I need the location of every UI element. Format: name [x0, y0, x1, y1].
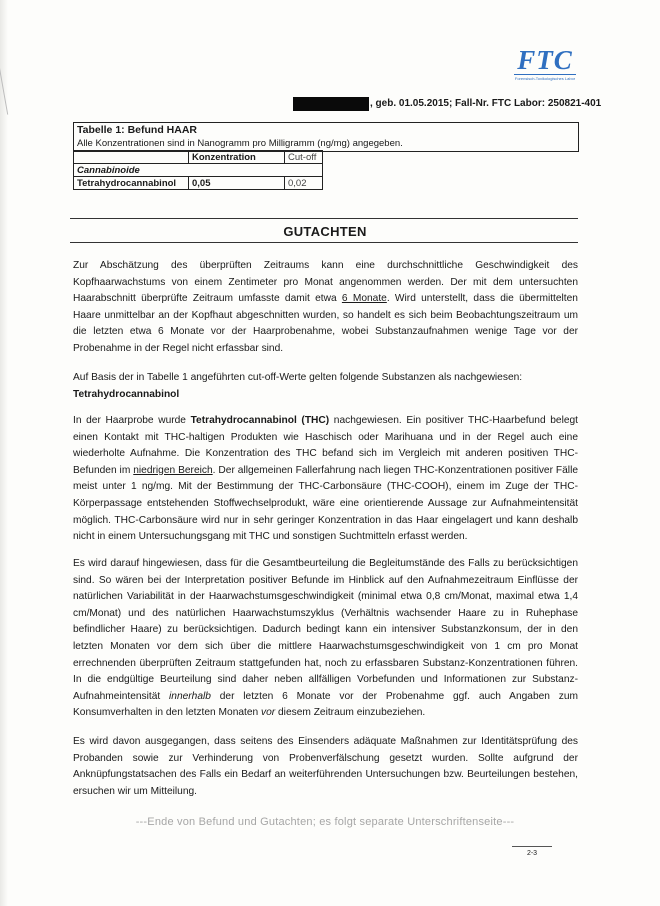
- column-header-cutoff: Cut-off: [285, 151, 323, 164]
- section-title: GUTACHTEN: [283, 224, 367, 239]
- page-number: 2-3: [512, 846, 552, 857]
- redacted-name: [293, 97, 369, 111]
- text: . Wird unterstellt, dass die übermittelten Haare unmittelbar an der Kopfhaut abgeschnitten wurden, so handelt es sich beim Beobachtungszeitraum um die letzten etwa 6 Monate vor der Haarprobenahme, wobei Substanzaufnahmen wenige Tage vor der Probenahme in der Regel nicht erfassbar sind.: [73, 293, 578, 354]
- logo-subtitle: Forensisch-Toxikologisches Labor: [514, 76, 576, 81]
- ftc-logo: [514, 46, 576, 81]
- result-table-header: [73, 122, 579, 152]
- paragraph-time-window: [73, 258, 578, 358]
- paragraph-thc-finding: [73, 413, 578, 546]
- text: Es wird darauf hingewiesen, dass für die Gesamtbeurteilung die Begleitumstände des Falls zu berücksichtigen sind. So wären bei der Interpretation positiver Befunde im Hinblick auf den Aufnahmezeitraum Einflüsse der natürlichen Variabilität in der Haarwachstumsgeschwindigkeit (minimal etwa 0,8 cm/Monat, maximal etwa 1,4 cm/Monat) und des natürlichen Haarwachstumszyklus (Verhältnis wachsender Haare zu in Ruhephase befindlicher Haare) zu berücksichtigen. Dadurch bedingt kann ein intensiver Substanzkonsum, der in den letzten Monaten vor dem sich über die mittlere Haarwachstumsgeschwindigkeit von 1 cm pro Monat errechnenden überprüften Zeitraum stattgefunden hat, noch zu erfassbaren Substanz-Konzentrationen führen. In die endgültige Beurteilung sind daher neben allfälligen Vorbefunden und Informationen zur Substanz-Aufnahmeintensität: [73, 558, 578, 702]
- paragraph-detected-substances: [73, 370, 578, 403]
- divider-top: [70, 218, 578, 219]
- detected-substance: Tetrahydrocannabinol: [73, 388, 180, 400]
- text: diesem Zeitraum einzubeziehen.: [275, 707, 426, 719]
- text: . Der allgemeinen Fallerfahrung nach liegen THC-Konzentrationen positiver Fälle meist unter 1 ng/mg. Mit der Bestimmung der THC-Carbonsäure (THC-COOH), einem im Zuge der THC-Körperpassage entstehenden Stoffwechselprodukt, wäre eine orientierende Aussage zur Aufnahmeintensität möglich. THC-Carbonsäure wird nur in sehr geringer Konzentration in das Haar eingelagert und kann deshalb nicht in einem Untersuchungsgang mit THC und sonstigen Suchtmitteln erfasst werden.: [73, 464, 578, 543]
- underlined-text: 6 Monate: [341, 293, 387, 305]
- result-table: [73, 150, 323, 190]
- bold-text: Tetrahydrocannabinol (THC): [190, 415, 330, 426]
- substance-cell: Tetrahydrocannabinol: [74, 177, 189, 190]
- italic-text: innerhalb: [169, 690, 211, 702]
- patient-case-line: , geb. 01.05.2015; Fall-Nr. FTC Labor: 250821-401: [370, 98, 602, 109]
- underlined-text: niedrigen Bereich: [133, 464, 213, 476]
- text: nachgewiesen. Ein positiver THC-Haarbefund belegt einen Kontakt mit THC-haltigen Produkten wie Haschisch oder Marihuana und in der Regel auch eine wiederholte Aufnahme. Die Konzentration des THC befand sich im Vergleich mit anderen positiven THC-Befunden im: [73, 415, 579, 476]
- table-header-row: [74, 151, 323, 164]
- scan-edge: [0, 0, 8, 906]
- paragraph-identity: Es wird davon ausgegangen, dass seitens des Einsenders adäquate Maßnahmen zur Identitätsprüfung des Probanden sowie zur Verhinderung von Probenverfälschung gesetzt wurden. Sollte aufgrund der Anknüpfungstatsachen des Falls ein Bedarf an weiterführenden Untersuchungen bzw. Beurteilungen bestehen, ersuchen wir um Mitteilung.: [73, 736, 578, 797]
- group-label: Cannabinoide: [74, 164, 323, 177]
- divider-bottom: [70, 242, 578, 243]
- table-title: Tabelle 1: Befund HAAR: [77, 124, 197, 136]
- column-header-concentration: Konzentration: [189, 151, 285, 164]
- table-cell-empty: [74, 151, 189, 164]
- cutoff-cell: 0,02: [285, 177, 323, 190]
- end-note: ---Ende von Befund und Gutachten; es folgt separate Unterschriftenseite---: [135, 816, 515, 828]
- text: Auf Basis der in Tabelle 1 angeführten cut-off-Werte gelten folgende Substanzen als nachgewiesen:: [73, 372, 523, 383]
- text: In der Haarprobe wurde: [73, 415, 191, 426]
- table-group-row: [74, 164, 323, 177]
- table-note: Alle Konzentrationen sind in Nanogramm pro Milligramm (ng/mg) angegeben.: [77, 138, 403, 149]
- concentration-cell: 0,05: [189, 177, 285, 190]
- italic-text: vor: [261, 707, 276, 719]
- paragraph-interpretation: [73, 556, 578, 722]
- text: der letzten 6 Monate vor der Probenahme ggf. auch Angaben zum Konsumverhalten in den letzten Monaten: [73, 690, 578, 719]
- table-row: [74, 177, 323, 190]
- text: Zur Abschätzung des überprüften Zeitraums kann eine durchschnittliche Geschwindigkeit des Kopfhaarwachstums von einem Zentimeter pro Monat angenommen werden. Der mit dem untersuchten Haarabschnitt überprüfte Zeitraum umfasste damit etwa: [73, 260, 578, 305]
- logo-text: FTC: [517, 45, 573, 75]
